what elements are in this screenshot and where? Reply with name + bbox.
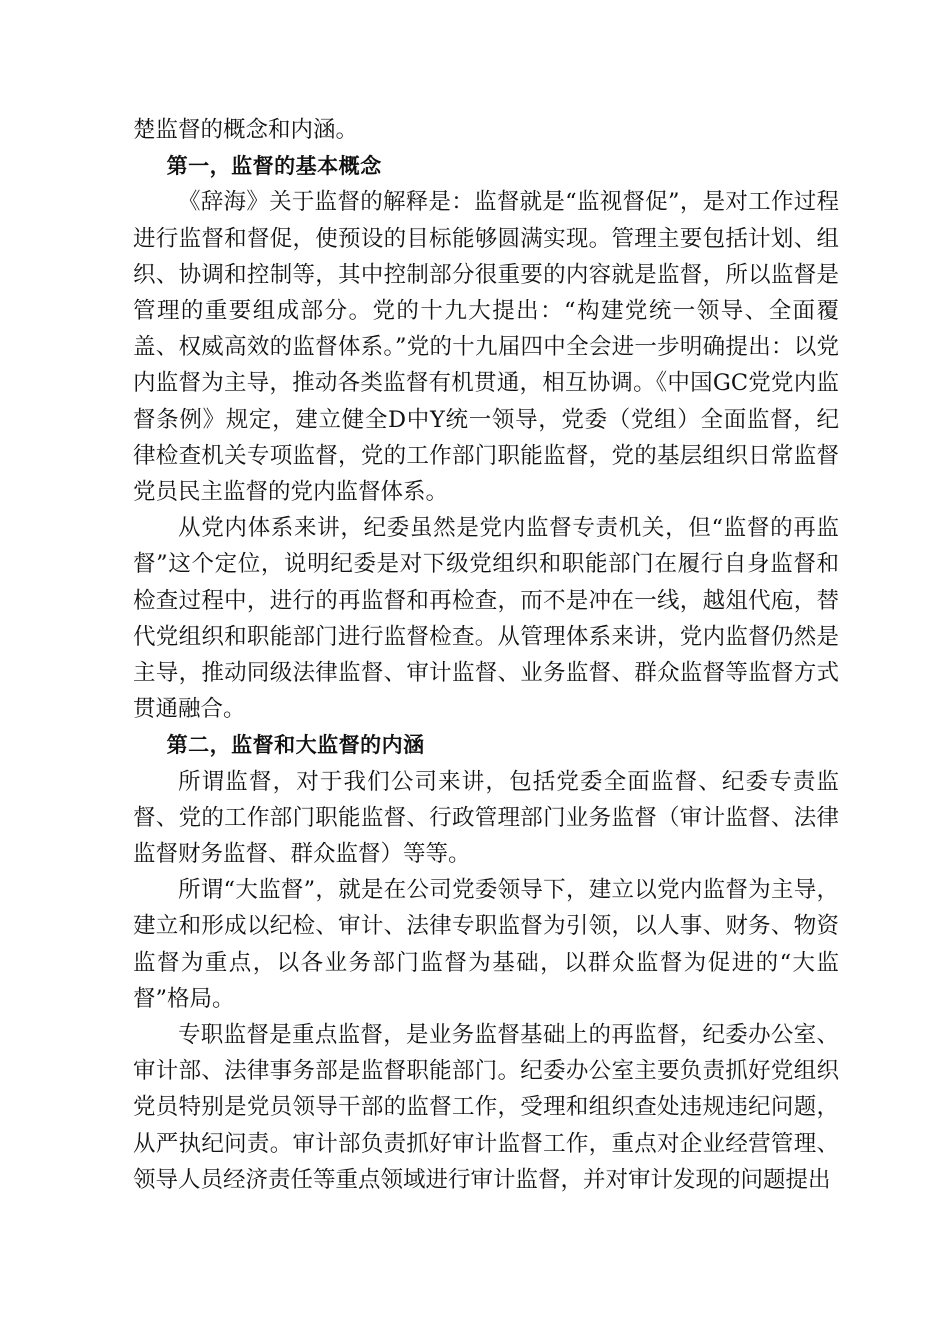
section-heading-1: 第一，监督的基本概念 xyxy=(166,154,382,179)
paragraph-continuation: 楚监督的概念和内涵。 xyxy=(133,117,359,143)
section-heading-2: 第二，监督和大监督的内涵 xyxy=(166,733,425,758)
paragraph: 《辞海》关于监督的解释是：监督就是“监视督促”，是对工作过程进行监督和督促，使预设的目标能够圆满实现。管理主要包括计划、组织、协调和控制等，其中控制部分很重要的内容就是监督，所以监督是管理的重要组成部分。党的十九大提出：“构建党统一领导、全面覆盖、权威高效的监督体系。”党的十九届四中全会进一步明确提出：以党内监督为主导，推动各类监督有机贯通，相互协调。《中国GC党党内监督条例》规定，建立健全D中Y统一领导，党委（党组）全面监督，纪律检查机关专项监督，党的工作部门职能监督，党的基层组织日常监督党员民主监督的党内监督体系。 xyxy=(133,189,839,506)
paragraph: 从党内体系来讲，纪委虽然是党内监督专责机关，但“监督的再监督”这个定位，说明纪委是对下级党组织和职能部门在履行自身监督和检查过程中，进行的再监督和再检查，而不是冲在一线，越俎代庖，替代党组织和职能部门进行监督检查。从管理体系来讲，党内监督仍然是主导，推动同级法律监督、审计监督、业务监督、群众监督等监督方式贯通融合。 xyxy=(133,515,839,723)
paragraph: 所谓“大监督”，就是在公司党委领导下，建立以党内监督为主导，建立和形成以纪检、审计、法律专职监督为引领，以人事、财务、物资监督为重点，以各业务部门监督为基础，以群众监督为促进的“大监督”格局。 xyxy=(133,877,839,1012)
paragraph: 专职监督是重点监督，是业务监督基础上的再监督，纪委办公室、审计部、法律事务部是监督职能部门。纪委办公室主要负责抓好党组织党员特别是党员领导干部的监督工作，受理和组织查处违规违纪问题，从严执纪问责。审计部负责抓好审计监督工作，重点对企业经营管理、领导人员经济责任等重点领域进行审计监督，并对审计发现的问题提出 xyxy=(133,1022,839,1193)
document-body xyxy=(133,112,839,1198)
paragraph: 所谓监督，对于我们公司来讲，包括党委全面监督、纪委专责监督、党的工作部门职能监督、行政管理部门业务监督（审计监督、法律监督财务监督、群众监督）等等。 xyxy=(133,768,839,868)
